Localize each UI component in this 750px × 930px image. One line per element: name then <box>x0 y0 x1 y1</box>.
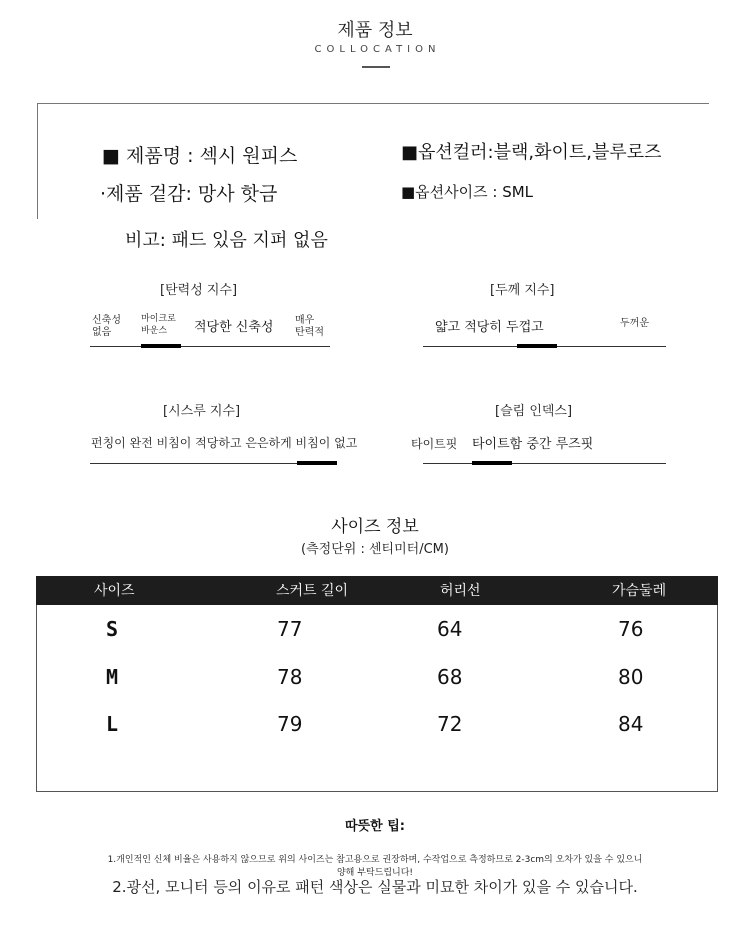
table-cell-size: L <box>106 712 119 736</box>
elasticity-none: 신축성 없음 <box>92 315 121 338</box>
thickness-thick: 두꺼운 <box>620 318 649 329</box>
product-name: ■ 제품명 : 섹시 원피스 <box>102 145 298 167</box>
table-cell-bust: 80 <box>618 665 644 689</box>
slim-tight: 타이트핏 <box>411 437 458 451</box>
table-cell-size: S <box>106 617 119 641</box>
slim-labels: 타이트함 중간 루즈핏 <box>472 437 594 452</box>
size-section-title: 사이즈 정보 <box>331 517 419 537</box>
table-cell-skirt-length: 79 <box>277 712 303 736</box>
tip-2: 2.광선, 모니터 등의 이유로 패턴 색상은 실물과 미묘한 차이가 있을 수 있습니다. <box>112 878 638 896</box>
tip-1-continued: 양해 부탁드립니다! <box>336 868 414 878</box>
header-size: 사이즈 <box>94 583 135 599</box>
size-unit: (측정단위 : 센티미터/CM) <box>301 542 449 557</box>
header-waist: 허리선 <box>440 583 481 599</box>
thickness-thin: 얇고 적당히 두껍고 <box>435 320 544 335</box>
product-note: 비고: 패드 있음 지퍼 없음 <box>125 230 328 251</box>
size-table <box>36 576 718 792</box>
table-cell-skirt-length: 77 <box>277 617 303 641</box>
header-skirt-length: 스커트 길이 <box>276 583 349 599</box>
table-cell-waist: 64 <box>437 617 463 641</box>
table-cell-waist: 68 <box>437 665 463 689</box>
elasticity-indicator <box>141 344 181 348</box>
table-cell-size: M <box>106 665 119 689</box>
thickness-title: [두께 지수] <box>490 283 555 298</box>
slim-title: [슬림 인덱스] <box>495 404 573 419</box>
option-sizes: ■옵션사이즈 : SML <box>401 183 534 201</box>
table-cell-bust: 76 <box>618 617 644 641</box>
option-colors: ■옵션컬러:블랙,화이트,블루로즈 <box>401 142 662 163</box>
info-box-top-border <box>37 103 709 104</box>
product-material: ·제품 겉감: 망사 핫금 <box>100 183 278 205</box>
elasticity-very: 매우 탄력적 <box>295 315 324 338</box>
page-title: 제품 정보 <box>337 20 413 41</box>
table-cell-bust: 84 <box>618 712 644 736</box>
sheer-title: [시스루 지수] <box>163 404 241 419</box>
elasticity-title: [탄력성 지수] <box>160 283 238 298</box>
thickness-indicator <box>517 344 557 348</box>
header-bust: 가슴둘레 <box>612 583 667 599</box>
tips-title: 따뜻한 팁: <box>345 819 405 834</box>
sheer-indicator <box>297 461 337 465</box>
sheer-labels: 펀칭이 완전 비침이 적당하고 은은하게 비침이 없고 <box>91 436 358 450</box>
title-divider <box>362 66 390 68</box>
elasticity-scale-line <box>90 346 330 347</box>
table-cell-waist: 72 <box>437 712 463 736</box>
slim-indicator <box>472 461 512 465</box>
elasticity-moderate: 적당한 신축성 <box>194 320 274 335</box>
page-subtitle: COLLOCATION <box>314 44 441 55</box>
tip-1: 1.개인적인 신체 비율은 사용하지 않으므로 위의 사이즈는 참고용으로 권장하며, 수작업으로 측정하므로 2-3cm의 오차가 있을 수 있으니 <box>107 855 643 865</box>
info-box-left-border <box>37 103 38 219</box>
slim-scale-line <box>423 463 666 464</box>
table-cell-skirt-length: 78 <box>277 665 303 689</box>
elasticity-micro: 마이크로 바운스 <box>141 314 176 336</box>
